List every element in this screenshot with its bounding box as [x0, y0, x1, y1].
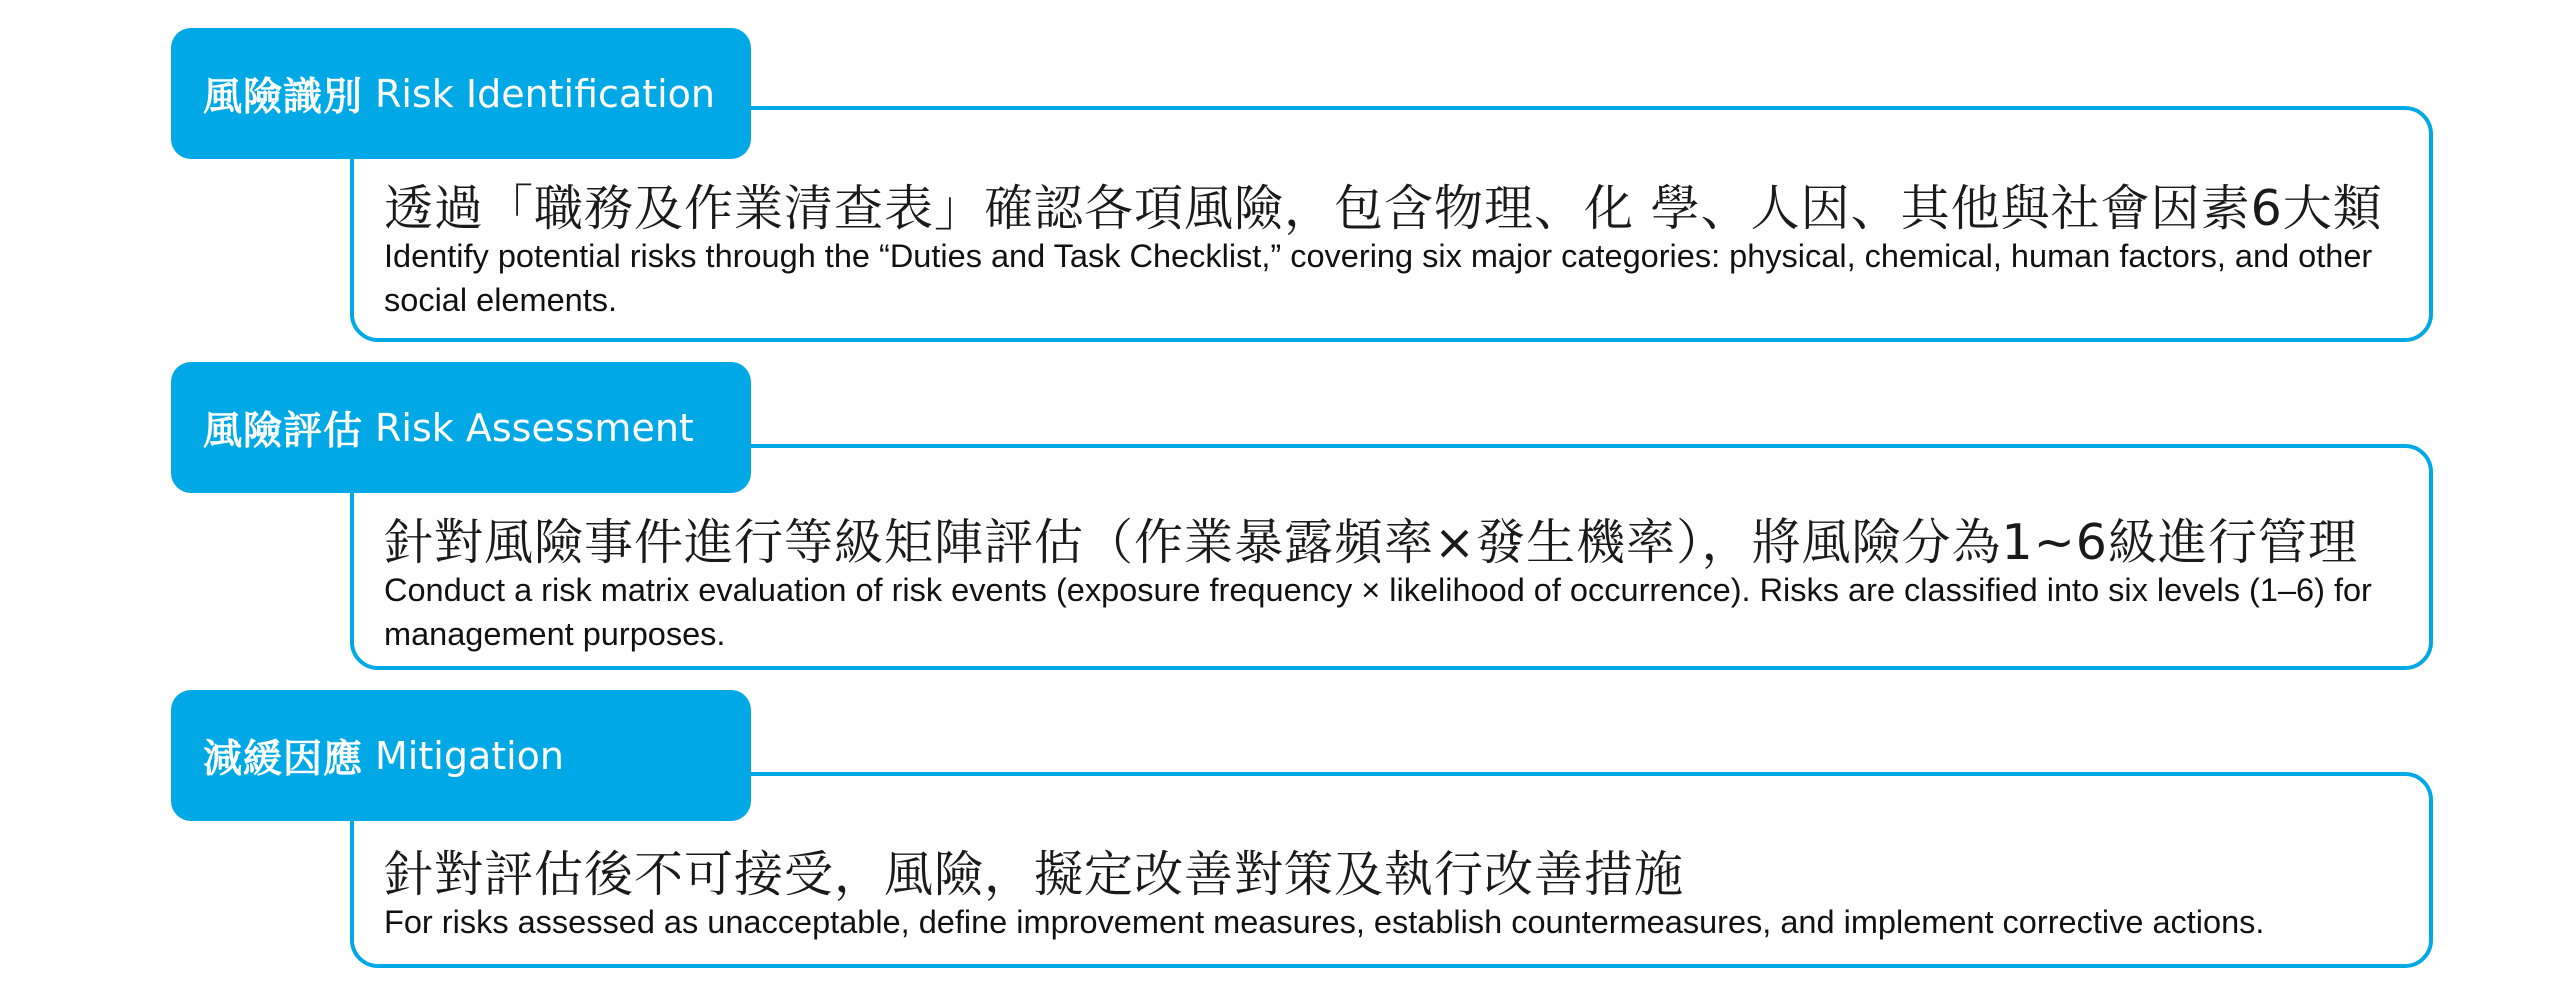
step-description-zh: 透過「職務及作業清查表」確認各項風險，包含物理、化 學、人因、其他與社會因素6大類 [384, 180, 2383, 237]
step-title-en: Risk Assessment [375, 405, 694, 450]
step-title-zh: 風險識別 [203, 74, 364, 120]
step-tab [171, 362, 751, 493]
step-description-en: Identify potential risks through the “Duties and Task Checklist,” covering six major categories: physical, chemical, human factors, and other social elements. [384, 238, 2373, 318]
step-description-zh: 針對評估後不可接受，風險，擬定改善對策及執行改善措施 [384, 846, 1685, 903]
step-description-en: Conduct a risk matrix evaluation of risk events (exposure frequency × likelihood of occurrence). Risks are classified into six levels (1–6) for management purposes. [384, 572, 2372, 652]
step-title-zh: 減緩因應 [203, 736, 364, 782]
step-title-zh: 風險評估 [203, 408, 364, 454]
step-tab [171, 28, 751, 159]
step-title-en: Mitigation [375, 733, 565, 778]
step-title-en: Risk Identification [375, 71, 716, 116]
step-description-en: For risks assessed as unacceptable, define improvement measures, establish countermeasures, and implement corrective actions. [384, 904, 2265, 940]
step-tab [171, 690, 751, 821]
step-description-zh: 針對風險事件進行等級矩陣評估（作業暴露頻率×發生機率），將風險分為1~6級進行管理 [384, 514, 2358, 571]
